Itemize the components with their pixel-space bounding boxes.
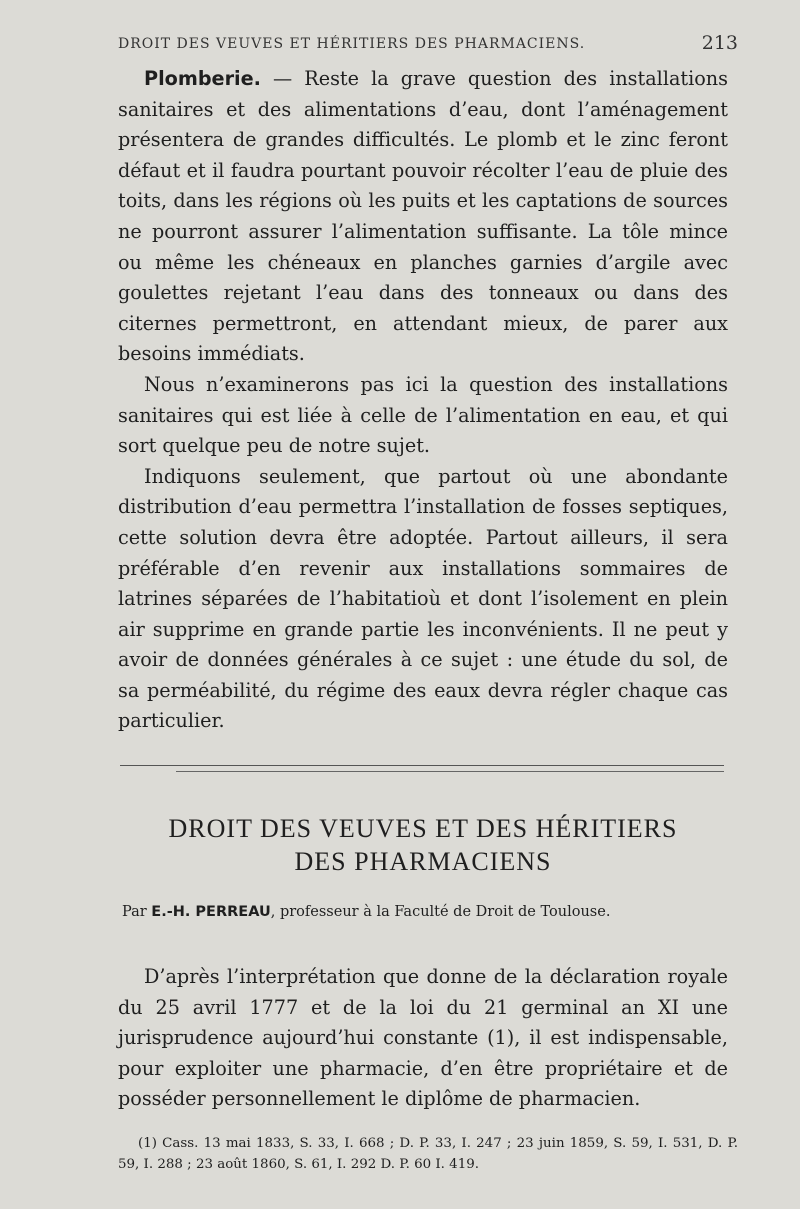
running-head: [118, 32, 738, 54]
article-title-line: DES PHARMACIENS: [294, 847, 552, 876]
byline: [122, 904, 732, 920]
footnote: [118, 1133, 738, 1175]
section-plomberie: [118, 64, 728, 737]
author-affiliation: , professeur à la Faculté de Droit de Toulouse.: [270, 904, 611, 920]
paragraph-lead: Plomberie.: [144, 67, 261, 90]
divider-rule: [176, 771, 724, 772]
article-title-line: DROIT DES VEUVES ET DES HÉRITIERS: [168, 814, 678, 843]
paragraph-indiquons: Indiquons seulement, que partout où une abondante distribution d’eau permettra l’installation de fosses septiques, cette solution devra être adoptée. Partout ailleurs, il sera préférable d’en revenir aux installations sommaires de latrines séparées de l’habitatioù et dont l’isolement en plein air supprime en grande partie les inconvénients. Il ne peut y avoir de données générales à ce sujet : une étude du sol, de sa perméabilité, du régime des eaux devra régler chaque cas particulier.: [118, 464, 728, 733]
article-body: [118, 962, 728, 1115]
paragraph-installations: Nous n’examinerons pas ici la question des installations sanitaires qui est liée à celle de l’alimentation en eau, et qui sort quelque peu de notre sujet.: [118, 372, 728, 458]
byline-prefix: Par: [122, 904, 152, 920]
paragraph-text: — Reste la grave question des installations sanitaires et des alimentations d’eau, dont l’aménagement présentera de grandes difficultés. Le plomb et le zinc feront défaut et il faudra pourtant pouvoir récolter l’eau de pluie des toits, dans les régions où les puits et les captations de sources ne pourront assurer l’alimentation suffisante. La tôle mince ou même les chéneaux en planches garnies d’argile avec goulettes rejetant l’eau dans des tonneaux ou dans des citernes permettront, en attendant mieux, de parer aux besoins immédiats.: [118, 67, 728, 366]
divider-rule: [120, 765, 724, 766]
author-name: E.-H. PERREAU: [151, 904, 271, 920]
article-title: [118, 812, 728, 878]
article-paragraph: D’après l’interprétation que donne de la déclaration royale du 25 avril 1777 et de la loi du 21 germinal an XI une jurisprudence aujourd’hui constante (1), il est indispensable, pour exploiter une pharmacie, d’en être propriétaire et de posséder personnellement le diplôme de pharmacien.: [118, 965, 728, 1111]
paragraph-plomberie: [118, 64, 728, 370]
footnote-text: (1) Cass. 13 mai 1833, S. 33, I. 668 ; D. P. 33, I. 247 ; 23 juin 1859, S. 59, I. 531, D. P. 59, I. 288 ; 23 août 1860, S. 61, I. 292 D. P. 60 I. 419.: [118, 1136, 738, 1172]
page-number: 213: [701, 32, 738, 54]
running-head-title: DROIT DES VEUVES ET HÉRITIERS DES PHARMACIENS.: [118, 36, 586, 52]
